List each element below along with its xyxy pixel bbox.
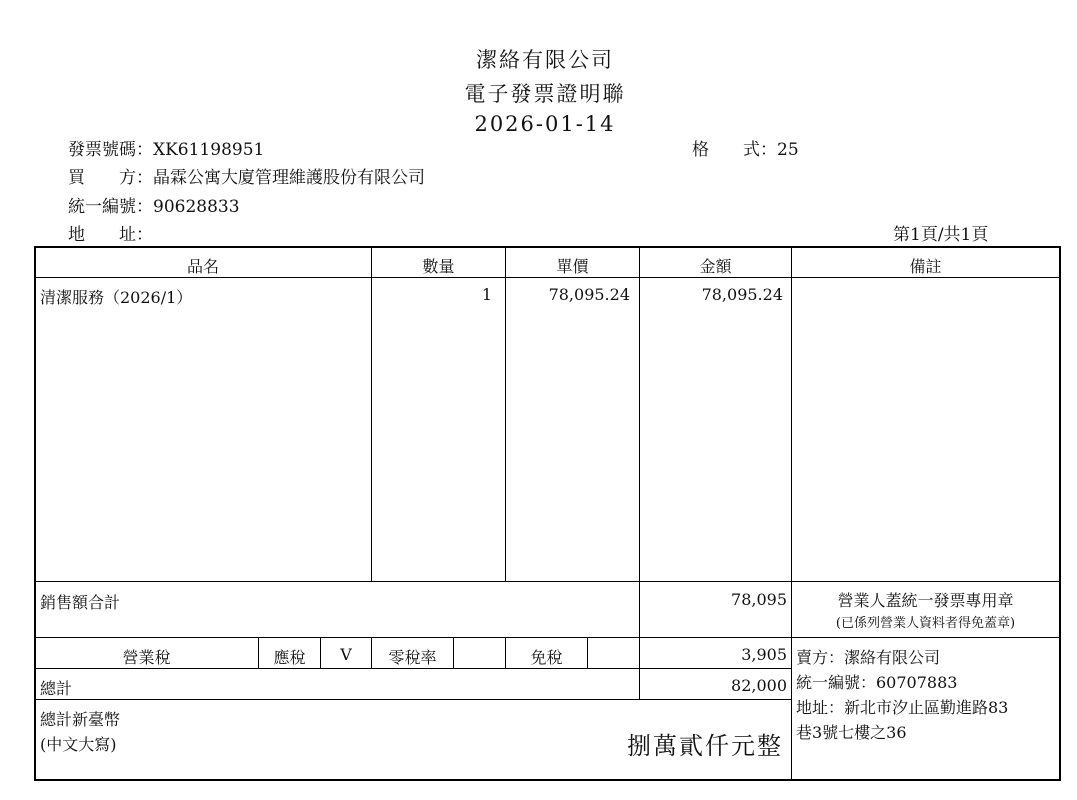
buyer-name: 晶霖公寓大廈管理維護股份有限公司 [153,168,425,188]
seller-tax-id: 統一編號：60707883 [796,673,958,692]
buyer-tax-id-row [68,192,240,217]
seller-name: 賣方：潔絡有限公司 [796,648,941,667]
total-chinese-amount: 捌萬貳仟元整 [627,732,783,760]
item-name: 清潔服務（2026/1） [40,288,193,307]
invoice-number-label: 發票號碼： [68,140,153,160]
sales-total-value: 78,095 [731,590,787,609]
page-info: 第1頁/共1頁 [893,225,989,245]
header-item: 品名 [186,257,219,276]
zero-rate-label: 零稅率 [388,648,437,667]
seller-address-line-1: 地址：新北市汐止區勤進路83 [796,698,1009,717]
sales-total-label: 銷售額合計 [40,593,121,612]
total-value: 82,000 [731,676,787,695]
total-twd-sublabel: (中文大寫) [40,735,117,754]
item-qty: 1 [481,285,492,304]
header-note: 備註 [909,257,942,276]
tax-amount: 3,905 [741,645,787,664]
header-unit-price: 單價 [556,257,589,276]
company-name: 潔絡有限公司 [476,48,614,72]
format-label: 格 式： [692,140,777,160]
invoice-date: 2026-01-14 [474,112,616,136]
stamp-title: 營業人蓋統一發票專用章 [837,591,1014,610]
format-row [692,135,799,160]
invoice-number-row [68,135,264,160]
taxable-label: 應稅 [273,648,306,667]
seller-address-line-2: 巷3號七樓之36 [796,723,907,742]
total-label: 總計 [40,679,73,698]
buyer-tax-id: 90628833 [153,197,240,217]
header-qty: 數量 [422,257,455,276]
total-twd-label: 總計新臺幣 [40,710,121,729]
stamp-note: (已係列營業人資料者得免蓋章) [835,616,1016,631]
buyer-tax-id-label: 統一編號： [68,197,153,217]
invoice-number: XK61198951 [153,140,265,160]
tax-label: 營業稅 [122,648,171,667]
exempt-label: 免稅 [530,648,563,667]
format-value: 25 [777,140,799,160]
buyer-address-label: 地 址： [68,225,153,245]
buyer-label: 買 方： [68,168,153,188]
item-amount: 78,095.24 [701,285,783,304]
buyer-row [68,163,425,188]
buyer-address-row [68,220,153,245]
document-title: 電子發票證明聯 [464,82,626,106]
header-amount: 金額 [699,257,732,276]
taxable-checkbox: V [340,645,352,664]
item-unit-price: 78,095.24 [548,285,630,304]
